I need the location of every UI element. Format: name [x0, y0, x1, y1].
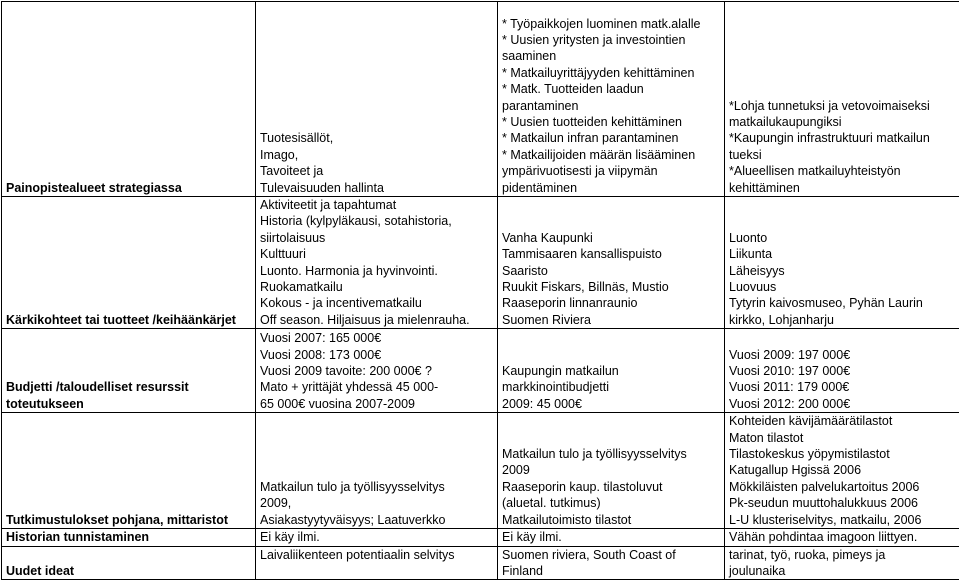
cell-text-line: Kokous - ja incentivematkailu — [260, 295, 494, 311]
cell-text-line: Vähän pohdintaa imagoon liittyen. — [729, 529, 956, 545]
cell-text-line: Tytyrin kaivosmuseo, Pyhän Laurin — [729, 295, 956, 311]
column-3-cell — [725, 546, 959, 580]
cell-text-line: * Matkailijoiden määrän lisääminen — [502, 147, 721, 163]
cell-text-line: Imago, — [260, 147, 494, 163]
cell-text-line: Laivaliikenteen potentiaalin selvitys — [260, 547, 494, 563]
row-header-cell — [2, 2, 256, 197]
cell-text-line: Vanha Kaupunki — [502, 230, 721, 246]
cell-text-line: 2009: 45 000€ — [502, 396, 721, 412]
cell-text-line: Tuotesisällöt, — [260, 130, 494, 146]
cell-text-line: Katugallup Hgissä 2006 — [729, 462, 956, 478]
row-header-cell — [2, 546, 256, 580]
column-2-cell — [498, 197, 725, 329]
cell-text-line: *Alueellisen matkailuyhteistyön — [729, 163, 956, 179]
cell-text-line: (aluetal. tutkimus) — [502, 495, 721, 511]
table-row — [2, 2, 959, 197]
cell-text-line: Tutkimustulokset pohjana, mittaristot — [6, 512, 252, 528]
row-header-cell — [2, 197, 256, 329]
cell-text-line: matkailukaupungiksi — [729, 114, 956, 130]
cell-text-line: Tavoiteet ja — [260, 163, 494, 179]
cell-text-line: saaminen — [502, 48, 721, 64]
cell-text-line: kehittäminen — [729, 180, 956, 196]
cell-text-line: Vuosi 2009: 197 000€ — [729, 347, 956, 363]
cell-text-line: ympärivuotisesti ja viipymän — [502, 163, 721, 179]
cell-text-line: Saaristo — [502, 263, 721, 279]
column-3-cell — [725, 2, 959, 197]
cell-text-line: Liikunta — [729, 246, 956, 262]
cell-text-line: Off season. Hiljaisuus ja mielenrauha. — [260, 312, 494, 328]
cell-text-line: Läheisyys — [729, 263, 956, 279]
row-header-cell — [2, 329, 256, 413]
column-2-cell — [498, 413, 725, 529]
cell-text-line: Painopistealueet strategiassa — [6, 180, 252, 196]
cell-text-line: Mato + yrittäjät yhdessä 45 000- — [260, 379, 494, 395]
cell-text-line: siirtolaisuus — [260, 230, 494, 246]
column-1-cell — [256, 329, 498, 413]
cell-text-line: Historian tunnistaminen — [6, 529, 252, 545]
cell-text-line: * Matkailun infran parantaminen — [502, 130, 721, 146]
cell-text-line: *Kaupungin infrastruktuuri matkailun — [729, 130, 956, 146]
column-2-cell — [498, 529, 725, 546]
cell-text-line: Maton tilastot — [729, 430, 956, 446]
column-3-cell — [725, 197, 959, 329]
column-1-cell — [256, 413, 498, 529]
cell-text-line — [260, 563, 494, 579]
column-2-cell — [498, 329, 725, 413]
cell-text-line: Kärkikohteet tai tuotteet /keihäänkärjet — [6, 312, 252, 328]
cell-text-line: Matkailun tulo ja työllisyysselvitys — [260, 479, 494, 495]
cell-text-line: Raaseporin linnanraunio — [502, 295, 721, 311]
strategy-comparison-table — [1, 1, 959, 580]
cell-text-line: markkinointibudjetti — [502, 379, 721, 395]
column-3-cell — [725, 329, 959, 413]
cell-text-line: Suomen riviera, South Coast of — [502, 547, 721, 563]
cell-text-line: Ruukit Fiskars, Billnäs, Mustio — [502, 279, 721, 295]
cell-text-line: Tulevaisuuden hallinta — [260, 180, 494, 196]
cell-text-line: Kohteiden kävijämäärätilastot — [729, 413, 956, 429]
cell-text-line: Raaseporin kaup. tilastoluvut — [502, 479, 721, 495]
column-1-cell — [256, 546, 498, 580]
row-header-cell — [2, 413, 256, 529]
cell-text-line: toteutukseen — [6, 396, 252, 412]
table-row — [2, 197, 959, 329]
cell-text-line: * Työpaikkojen luominen matk.alalle — [502, 16, 721, 32]
cell-text-line: Historia (kylpyläkausi, sotahistoria, — [260, 213, 494, 229]
table-row — [2, 529, 959, 546]
cell-text-line: Luonto — [729, 230, 956, 246]
cell-text-line: Matkailutoimisto tilastot — [502, 512, 721, 528]
cell-text-line: Vuosi 2007: 165 000€ — [260, 330, 494, 346]
cell-text-line: * Uusien yritysten ja investointien — [502, 32, 721, 48]
column-2-cell — [498, 546, 725, 580]
cell-text-line: Ruokamatkailu — [260, 279, 494, 295]
cell-text-line: pidentäminen — [502, 180, 721, 196]
cell-text-line: * Matkailuyrittäjyyden kehittäminen — [502, 65, 721, 81]
cell-text-line: Aktiviteetit ja tapahtumat — [260, 197, 494, 213]
cell-text-line: Budjetti /taloudelliset resurssit — [6, 379, 252, 395]
cell-text-line: Suomen Riviera — [502, 312, 721, 328]
cell-text-line: * Matk. Tuotteiden laadun — [502, 81, 721, 97]
cell-text-line: * Uusien tuotteiden kehittäminen — [502, 114, 721, 130]
table-row — [2, 413, 959, 529]
table-row — [2, 329, 959, 413]
cell-text-line: Kulttuuri — [260, 246, 494, 262]
cell-text-line: Vuosi 2009 tavoite: 200 000€ ? — [260, 363, 494, 379]
cell-text-line: 65 000€ vuosina 2007-2009 — [260, 396, 494, 412]
cell-text-line: Asiakastyytyväisyys; Laatuverkko — [260, 512, 494, 528]
cell-text-line: Mökkiläisten palvelukartoitus 2006 — [729, 479, 956, 495]
cell-text-line: parantaminen — [502, 98, 721, 114]
column-3-cell — [725, 413, 959, 529]
cell-text-line: Vuosi 2010: 197 000€ — [729, 363, 956, 379]
cell-text-line: Finland — [502, 563, 721, 579]
cell-text-line: Tammisaaren kansallispuisto — [502, 246, 721, 262]
cell-text-line: joulunaika — [729, 563, 956, 579]
cell-text-line: Tilastokeskus yöpymistilastot — [729, 446, 956, 462]
row-header-cell — [2, 529, 256, 546]
cell-text-line: Luonto. Harmonia ja hyvinvointi. — [260, 263, 494, 279]
cell-text-line: 2009, — [260, 495, 494, 511]
column-1-cell — [256, 197, 498, 329]
column-2-cell — [498, 2, 725, 197]
cell-text-line: Vuosi 2012: 200 000€ — [729, 396, 956, 412]
cell-text-line: *Lohja tunnetuksi ja vetovoimaiseksi — [729, 98, 956, 114]
cell-text-line: Matkailun tulo ja työllisyysselvitys — [502, 446, 721, 462]
cell-text-line: kirkko, Lohjanharju — [729, 312, 956, 328]
cell-text-line: Luovuus — [729, 279, 956, 295]
cell-text-line: Vuosi 2008: 173 000€ — [260, 347, 494, 363]
cell-text-line: Ei käy ilmi. — [502, 529, 721, 545]
table-row — [2, 546, 959, 580]
cell-text-line: tarinat, työ, ruoka, pimeys ja — [729, 547, 956, 563]
cell-text-line: Vuosi 2011: 179 000€ — [729, 379, 956, 395]
cell-text-line: L-U klusteriselvitys, matkailu, 2006 — [729, 512, 956, 528]
cell-text-line: Pk-seudun muuttohalukkuus 2006 — [729, 495, 956, 511]
cell-text-line: Ei käy ilmi. — [260, 529, 494, 545]
column-1-cell — [256, 529, 498, 546]
cell-text-line: Uudet ideat — [6, 563, 252, 579]
column-3-cell — [725, 529, 959, 546]
cell-text-line: 2009 — [502, 462, 721, 478]
cell-text-line: Kaupungin matkailun — [502, 363, 721, 379]
column-1-cell — [256, 2, 498, 197]
cell-text-line: tueksi — [729, 147, 956, 163]
